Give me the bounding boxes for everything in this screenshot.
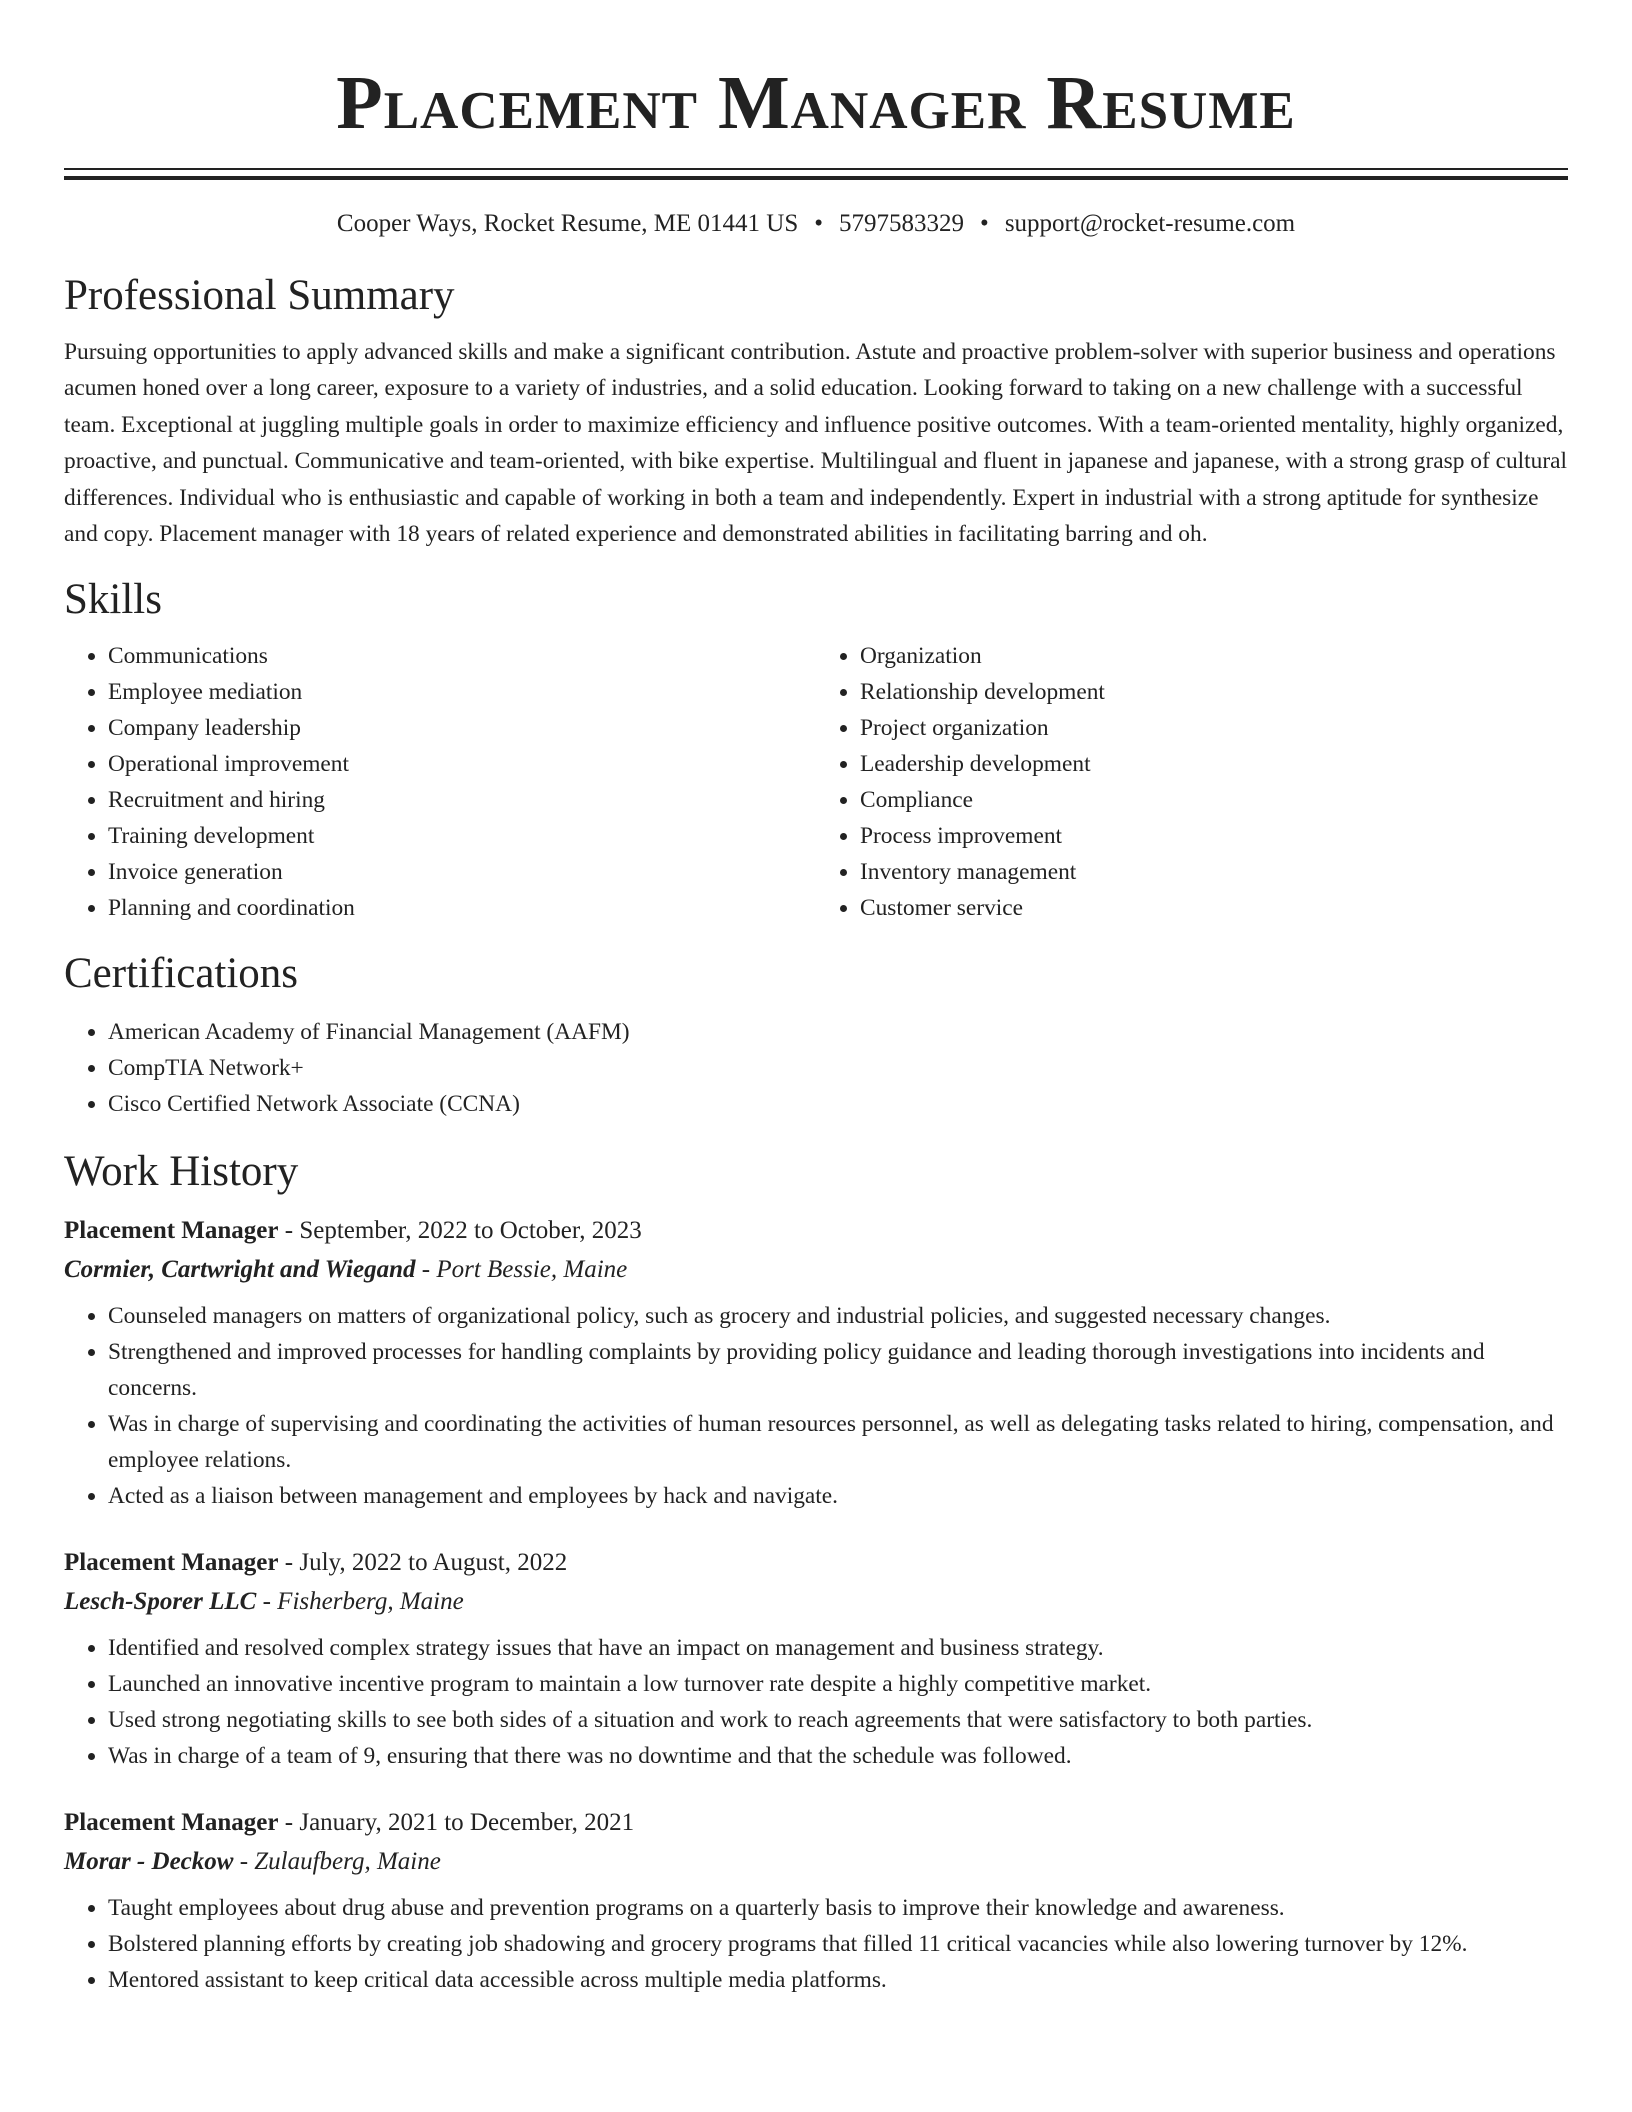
- skills-heading: Skills: [64, 576, 162, 624]
- contact-address: Cooper Ways, Rocket Resume, ME 01441 US: [336, 210, 799, 237]
- job-entry: [64, 1212, 1568, 1514]
- job-bullet: • Counseled managers on matters of organizational policy, such as grocery and industrial policies, and suggested necessary changes.: [108, 1298, 1568, 1334]
- job-company: Morar - Deckow: [64, 1848, 234, 1876]
- skill-item: • Customer service: [860, 890, 1568, 926]
- job-company-line: [64, 1250, 1568, 1290]
- skill-item: • Operational improvement: [108, 746, 816, 782]
- job-dates: - July, 2022 to August, 2022: [278, 1549, 568, 1577]
- skill-item: • Leadership development: [860, 746, 1568, 782]
- summary-heading: Professional Summary: [64, 272, 455, 319]
- job-company: Cormier, Cartwright and Wiegand: [64, 1256, 416, 1284]
- job-company: Lesch-Sporer LLC: [64, 1588, 257, 1616]
- certification-item: • Cisco Certified Network Associate (CCNA): [108, 1086, 1568, 1122]
- contact-separator: •: [814, 210, 824, 237]
- skill-item: • Relationship development: [860, 674, 1568, 710]
- skills-list-left: [64, 638, 816, 926]
- certifications-heading: Certifications: [64, 950, 299, 998]
- job-dates: - January, 2021 to December, 2021: [278, 1809, 635, 1837]
- job-bullet: • Was in charge of a team of 9, ensuring that there was no downtime and that the schedule was followed.: [108, 1738, 1568, 1774]
- job-bullet: • Identified and resolved complex strategy issues that have an impact on management and business strategy.: [108, 1630, 1568, 1666]
- job-dates: - September, 2022 to October, 2023: [278, 1217, 642, 1245]
- resume-title: Placement Manager Resume: [336, 61, 1296, 145]
- job-bullet: • Used strong negotiating skills to see both sides of a situation and work to reach agreements that were satisfactory to both parties.: [108, 1702, 1568, 1738]
- certification-item: • American Academy of Financial Management (AAFM): [108, 1014, 1568, 1050]
- skill-item: • Process improvement: [860, 818, 1568, 854]
- job-company-line: [64, 1582, 1568, 1622]
- skill-item: • Invoice generation: [108, 854, 816, 890]
- skill-item: • Project organization: [860, 710, 1568, 746]
- resume-page: [64, 0, 1568, 1998]
- skills-list-right: [816, 638, 1568, 926]
- skill-item: • Employee mediation: [108, 674, 816, 710]
- job-title: Placement Manager: [64, 1549, 279, 1577]
- contact-email: support@rocket-resume.com: [1004, 210, 1296, 237]
- skill-item: • Company leadership: [108, 710, 816, 746]
- skill-item: • Training development: [108, 818, 816, 854]
- job-company-line: [64, 1842, 1568, 1882]
- job-bullet: • Taught employees about drug abuse and prevention programs on a quarterly basis to improve their knowledge and awareness.: [108, 1890, 1568, 1926]
- skills-columns: [64, 638, 1568, 926]
- title-divider: [64, 168, 1568, 180]
- job-location: - Port Bessie, Maine: [415, 1256, 628, 1284]
- skill-item: • Planning and coordination: [108, 890, 816, 926]
- contact-line: [64, 206, 1568, 242]
- job-bullets: [64, 1890, 1568, 1998]
- skill-item: • Communications: [108, 638, 816, 674]
- job-bullet: • Bolstered planning efforts by creating job shadowing and grocery programs that filled 11 critical vacancies while also lowering turnover by 12%.: [108, 1926, 1568, 1962]
- skill-item: • Organization: [860, 638, 1568, 674]
- job-title-line: [64, 1544, 1568, 1582]
- job-title: Placement Manager: [64, 1809, 279, 1837]
- job-location: - Zulaufberg, Maine: [233, 1848, 441, 1876]
- job-title-line: [64, 1804, 1568, 1842]
- summary-text: Pursuing opportunities to apply advanced skills and make a significant contribution. Astute and proactive problem-solver with superior business and operations acumen honed over a long career, exposure to a variety of industries, and a solid education. Looking forward to taking on a new challenge with a successful team. Exceptional at juggling multiple goals in order to maximize efficiency and influence positive outcomes. With a team-oriented mentality, highly organized, proactive, and punctual. Communicative and team-oriented, with bike expertise. Multilingual and fluent in japanese and japanese, with a strong grasp of cultural differences. Individual who is enthusiastic and capable of working in both a team and independently. Expert in industrial with a strong aptitude for synthesize and copy. Placement manager with 18 years of related experience and demonstrated abilities in facilitating barring and oh.: [64, 339, 1568, 548]
- job-bullet: • Strengthened and improved processes for handling complaints by providing policy guidance and leading thorough investigations into incidents and concerns.: [108, 1334, 1568, 1406]
- job-bullet: • Acted as a liaison between management and employees by hack and navigate.: [108, 1478, 1568, 1514]
- skill-item: • Inventory management: [860, 854, 1568, 890]
- job-bullet: • Mentored assistant to keep critical data accessible across multiple media platforms.: [108, 1962, 1568, 1998]
- job-bullet: • Launched an innovative incentive program to maintain a low turnover rate despite a highly competitive market.: [108, 1666, 1568, 1702]
- skill-item: • Recruitment and hiring: [108, 782, 816, 818]
- job-bullets: [64, 1298, 1568, 1514]
- work-history-heading: Work History: [64, 1148, 299, 1196]
- job-entry: [64, 1544, 1568, 1774]
- job-bullet: • Was in charge of supervising and coordinating the activities of human resources personnel, as well as delegating tasks related to hiring, compensation, and employee relations.: [108, 1406, 1568, 1478]
- certification-item: • CompTIA Network+: [108, 1050, 1568, 1086]
- certifications-list: [64, 1014, 1568, 1122]
- contact-phone: 5797583329: [839, 210, 965, 237]
- contact-separator: •: [980, 210, 989, 237]
- job-location: - Fisherberg, Maine: [256, 1588, 464, 1616]
- job-bullets: [64, 1630, 1568, 1774]
- skill-item: • Compliance: [860, 782, 1568, 818]
- job-title-line: [64, 1212, 1568, 1250]
- job-entry: [64, 1804, 1568, 1998]
- job-title: Placement Manager: [64, 1217, 279, 1245]
